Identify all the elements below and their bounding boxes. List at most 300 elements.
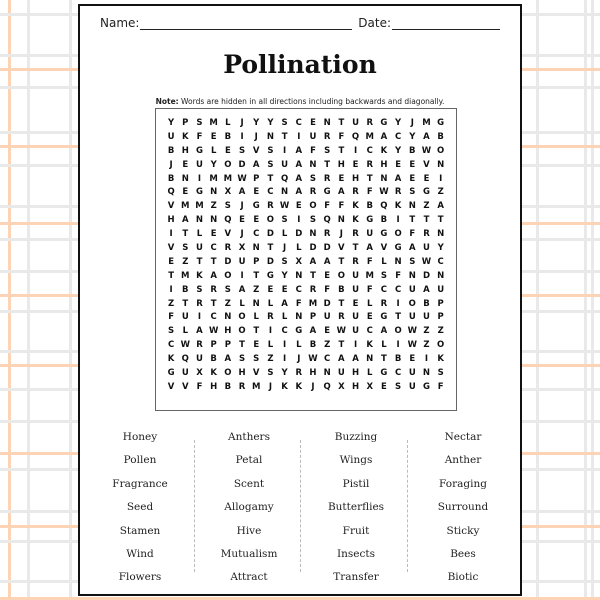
grid-letter[interactable]: I — [169, 284, 173, 295]
grid-letter[interactable]: L — [267, 298, 274, 309]
grid-letter[interactable]: K — [295, 381, 303, 392]
word-search-grid[interactable] — [164, 117, 448, 395]
grid-letter[interactable]: L — [253, 312, 259, 323]
grid-letter[interactable]: C — [324, 354, 331, 365]
grid-letter[interactable]: V — [338, 243, 345, 254]
grid-letter[interactable]: T — [437, 215, 444, 226]
grid-letter[interactable]: T — [267, 243, 274, 254]
grid-letter[interactable]: P — [182, 118, 189, 128]
grid-letter[interactable]: O — [224, 270, 232, 281]
grid-letter[interactable]: Q — [167, 187, 175, 198]
grid-letter[interactable]: O — [337, 270, 345, 281]
grid-letter[interactable]: L — [281, 229, 288, 240]
grid-letter[interactable]: L — [267, 340, 274, 351]
grid-letter[interactable]: C — [394, 368, 402, 379]
grid-letter[interactable]: O — [238, 312, 246, 323]
grid-letter[interactable]: N — [295, 270, 303, 281]
grid-letter[interactable]: N — [422, 368, 431, 379]
grid-letter[interactable]: S — [224, 201, 231, 212]
grid-letter[interactable]: T — [196, 256, 203, 267]
grid-letter[interactable]: I — [353, 145, 358, 156]
grid-letter[interactable]: A — [295, 159, 303, 170]
grid-letter[interactable]: L — [367, 298, 373, 309]
grid-letter[interactable]: N — [210, 187, 218, 198]
grid-letter[interactable]: B — [437, 131, 444, 142]
grid-letter[interactable]: R — [352, 187, 359, 198]
grid-letter[interactable]: S — [182, 243, 189, 254]
grid-letter[interactable]: E — [239, 215, 245, 226]
grid-letter[interactable]: C — [366, 326, 373, 337]
grid-letter[interactable]: S — [267, 145, 274, 156]
grid-letter[interactable]: S — [281, 256, 288, 267]
grid-letter[interactable]: W — [421, 256, 432, 267]
grid-letter[interactable]: J — [311, 381, 315, 392]
grid-letter[interactable]: Q — [280, 173, 289, 184]
grid-letter[interactable]: T — [253, 326, 260, 337]
grid-letter[interactable]: R — [323, 229, 331, 240]
grid-letter[interactable]: H — [380, 159, 388, 170]
grid-letter[interactable]: V — [167, 381, 175, 392]
grid-letter[interactable]: W — [208, 326, 219, 337]
grid-letter[interactable]: E — [210, 131, 217, 142]
grid-letter[interactable]: B — [394, 354, 402, 365]
grid-letter[interactable]: Y — [281, 270, 288, 281]
grid-letter[interactable]: E — [224, 145, 231, 156]
grid-letter[interactable]: U — [238, 256, 246, 267]
date-blank-line[interactable] — [392, 17, 500, 30]
grid-letter[interactable]: S — [380, 270, 387, 281]
grid-letter[interactable]: B — [409, 145, 416, 156]
grid-letter[interactable]: N — [394, 256, 402, 267]
grid-letter[interactable]: N — [252, 243, 260, 254]
grid-letter[interactable]: V — [224, 229, 232, 240]
grid-letter[interactable]: E — [409, 159, 416, 170]
grid-letter[interactable]: A — [366, 243, 374, 254]
grid-letter[interactable]: A — [323, 256, 331, 267]
grid-letter[interactable]: O — [224, 159, 232, 170]
grid-letter[interactable]: L — [296, 340, 302, 351]
grid-letter[interactable]: F — [437, 381, 444, 392]
grid-letter[interactable]: O — [394, 229, 402, 240]
grid-letter[interactable]: S — [267, 368, 274, 379]
grid-letter[interactable]: R — [309, 187, 317, 198]
grid-letter[interactable]: N — [281, 187, 289, 198]
grid-letter[interactable]: A — [238, 187, 246, 198]
grid-letter[interactable]: A — [380, 131, 388, 142]
grid-letter[interactable]: U — [323, 312, 331, 323]
grid-letter[interactable]: U — [408, 284, 416, 295]
grid-letter[interactable]: S — [168, 326, 175, 337]
grid-letter[interactable]: Y — [253, 118, 260, 128]
grid-letter[interactable]: M — [365, 270, 374, 281]
grid-letter[interactable]: U — [352, 284, 359, 295]
grid-letter[interactable]: J — [339, 229, 343, 240]
grid-letter[interactable]: F — [196, 381, 203, 392]
grid-letter[interactable]: X — [238, 243, 246, 254]
grid-letter[interactable]: E — [409, 354, 416, 365]
grid-letter[interactable]: Q — [323, 381, 331, 392]
grid-letter[interactable]: F — [295, 298, 302, 309]
grid-letter[interactable]: T — [324, 159, 331, 170]
grid-letter[interactable]: B — [423, 298, 430, 309]
grid-letter[interactable]: A — [423, 131, 430, 142]
grid-letter[interactable]: T — [352, 243, 359, 254]
grid-letter[interactable]: S — [281, 118, 288, 128]
grid-letter[interactable]: G — [380, 118, 388, 128]
grid-letter[interactable]: I — [240, 131, 244, 142]
grid-letter[interactable]: I — [424, 354, 429, 365]
grid-letter[interactable]: P — [437, 312, 444, 323]
grid-letter[interactable]: R — [323, 173, 331, 184]
grid-letter[interactable]: N — [224, 312, 232, 323]
grid-letter[interactable]: D — [309, 243, 317, 254]
grid-letter[interactable]: I — [283, 354, 287, 365]
grid-letter[interactable]: N — [323, 368, 331, 379]
grid-letter[interactable]: O — [437, 340, 445, 351]
grid-letter[interactable]: K — [437, 354, 444, 365]
grid-letter[interactable]: G — [422, 381, 430, 392]
grid-letter[interactable]: C — [167, 340, 175, 351]
grid-letter[interactable]: W — [180, 340, 190, 351]
grid-letter[interactable]: F — [196, 131, 203, 142]
grid-letter[interactable]: T — [239, 340, 245, 351]
grid-letter[interactable]: D — [323, 243, 331, 254]
grid-letter[interactable]: Z — [324, 340, 331, 351]
grid-letter[interactable]: I — [283, 145, 287, 156]
grid-letter[interactable]: D — [238, 159, 246, 170]
grid-letter[interactable]: D — [266, 256, 274, 267]
grid-letter[interactable]: T — [168, 270, 174, 281]
grid-letter[interactable]: N — [408, 201, 416, 212]
grid-letter[interactable]: Q — [224, 215, 232, 226]
grid-letter[interactable]: E — [324, 326, 331, 337]
grid-letter[interactable]: G — [323, 187, 331, 198]
grid-letter[interactable]: I — [396, 298, 400, 309]
grid-letter[interactable]: Z — [423, 326, 430, 337]
grid-letter[interactable]: W — [407, 326, 417, 337]
grid-letter[interactable]: H — [351, 173, 360, 184]
grid-letter[interactable]: A — [394, 173, 402, 184]
grid-letter[interactable]: Z — [423, 201, 430, 212]
grid-letter[interactable]: N — [295, 312, 303, 323]
grid-letter[interactable]: A — [224, 354, 232, 365]
grid-letter[interactable]: R — [423, 229, 430, 240]
grid-letter[interactable]: E — [210, 229, 217, 240]
grid-letter[interactable]: T — [381, 354, 387, 365]
grid-letter[interactable]: O — [238, 326, 246, 337]
grid-letter[interactable]: V — [252, 145, 260, 156]
grid-letter[interactable]: K — [181, 131, 189, 142]
grid-letter[interactable]: B — [182, 284, 189, 295]
grid-letter[interactable]: S — [409, 187, 416, 198]
grid-letter[interactable]: G — [167, 368, 175, 379]
grid-letter[interactable]: N — [309, 229, 317, 240]
grid-letter[interactable]: G — [366, 215, 374, 226]
grid-letter[interactable]: V — [167, 243, 175, 254]
grid-letter[interactable]: V — [252, 368, 260, 379]
grid-letter[interactable]: I — [197, 312, 202, 323]
grid-letter[interactable]: F — [168, 312, 174, 323]
grid-letter[interactable]: W — [308, 354, 318, 365]
grid-letter[interactable]: A — [437, 201, 444, 212]
grid-letter[interactable]: O — [408, 298, 416, 309]
grid-letter[interactable]: P — [253, 173, 260, 184]
grid-letter[interactable]: B — [167, 145, 175, 156]
grid-letter[interactable]: G — [380, 312, 388, 323]
grid-letter[interactable]: N — [210, 215, 218, 226]
grid-letter[interactable]: V — [167, 201, 175, 212]
grid-letter[interactable]: R — [352, 256, 359, 267]
grid-letter[interactable]: F — [338, 131, 345, 142]
grid-letter[interactable]: M — [422, 118, 431, 128]
grid-letter[interactable]: G — [437, 118, 445, 128]
grid-letter[interactable]: H — [210, 381, 218, 392]
grid-letter[interactable]: L — [281, 312, 288, 323]
grid-letter[interactable]: J — [240, 229, 244, 240]
grid-letter[interactable]: I — [283, 340, 287, 351]
grid-letter[interactable]: M — [223, 173, 233, 184]
grid-letter[interactable]: E — [253, 340, 260, 351]
grid-letter[interactable]: U — [196, 243, 203, 254]
grid-letter[interactable]: R — [366, 159, 373, 170]
grid-letter[interactable]: A — [309, 256, 317, 267]
grid-letter[interactable]: S — [253, 354, 260, 365]
grid-letter[interactable]: E — [182, 159, 189, 170]
grid-letter[interactable]: Y — [281, 368, 288, 379]
grid-letter[interactable]: Z — [182, 256, 189, 267]
grid-letter[interactable]: Q — [181, 354, 189, 365]
grid-letter[interactable]: N — [266, 131, 274, 142]
grid-letter[interactable]: P — [224, 340, 231, 351]
grid-letter[interactable]: U — [181, 312, 189, 323]
grid-letter[interactable]: A — [338, 187, 345, 198]
grid-letter[interactable]: G — [252, 201, 260, 212]
grid-letter[interactable]: S — [267, 159, 274, 170]
grid-letter[interactable]: U — [196, 159, 203, 170]
grid-letter[interactable]: Z — [267, 354, 274, 365]
grid-letter[interactable]: J — [410, 118, 414, 128]
grid-letter[interactable]: G — [394, 243, 402, 254]
grid-letter[interactable]: S — [196, 118, 203, 128]
grid-letter[interactable]: K — [281, 381, 288, 392]
grid-letter[interactable]: R — [323, 131, 331, 142]
grid-letter[interactable]: N — [437, 229, 445, 240]
grid-letter[interactable]: K — [167, 354, 175, 365]
grid-letter[interactable]: D — [295, 229, 303, 240]
grid-letter[interactable]: R — [210, 284, 217, 295]
grid-letter[interactable]: S — [196, 284, 203, 295]
grid-letter[interactable]: V — [423, 159, 430, 170]
grid-letter[interactable]: O — [437, 145, 445, 156]
grid-letter[interactable]: Z — [253, 284, 260, 295]
grid-letter[interactable]: U — [408, 381, 416, 392]
grid-letter[interactable]: A — [181, 215, 189, 226]
grid-letter[interactable]: I — [268, 326, 272, 337]
grid-letter[interactable]: M — [365, 131, 374, 142]
grid-letter[interactable]: J — [268, 381, 272, 392]
grid-letter[interactable]: B — [309, 340, 317, 351]
grid-letter[interactable]: L — [196, 229, 203, 240]
grid-letter[interactable]: O — [224, 368, 232, 379]
grid-letter[interactable]: L — [225, 118, 231, 128]
grid-letter[interactable]: R — [224, 243, 232, 254]
grid-letter[interactable]: E — [253, 215, 260, 226]
grid-letter[interactable]: K — [394, 201, 402, 212]
grid-letter[interactable]: A — [281, 298, 288, 309]
grid-letter[interactable]: C — [394, 131, 402, 142]
grid-letter[interactable]: Y — [168, 118, 175, 128]
grid-letter[interactable]: C — [437, 256, 444, 267]
grid-letter[interactable]: S — [238, 354, 246, 365]
grid-letter[interactable]: E — [281, 284, 288, 295]
grid-letter[interactable]: R — [196, 298, 203, 309]
grid-letter[interactable]: G — [295, 326, 303, 337]
grid-letter[interactable]: W — [279, 201, 290, 212]
grid-letter[interactable]: R — [295, 368, 303, 379]
grid-letter[interactable]: C — [253, 229, 260, 240]
grid-letter[interactable]: F — [310, 145, 316, 156]
grid-letter[interactable]: I — [297, 215, 301, 226]
grid-letter[interactable]: V — [181, 381, 189, 392]
grid-letter[interactable]: E — [366, 312, 373, 323]
grid-letter[interactable]: M — [209, 173, 218, 184]
grid-letter[interactable]: E — [338, 173, 345, 184]
grid-letter[interactable]: R — [267, 201, 274, 212]
grid-letter[interactable]: H — [238, 368, 246, 379]
grid-letter[interactable]: P — [437, 298, 444, 309]
grid-letter[interactable]: H — [351, 381, 360, 392]
grid-letter[interactable]: O — [266, 215, 275, 226]
grid-letter[interactable]: E — [381, 381, 387, 392]
grid-letter[interactable]: W — [421, 145, 432, 156]
grid-letter[interactable]: C — [366, 145, 373, 156]
grid-letter[interactable]: C — [210, 243, 217, 254]
grid-letter[interactable]: T — [366, 173, 373, 184]
grid-letter[interactable]: U — [408, 312, 416, 323]
grid-letter[interactable]: T — [423, 215, 430, 226]
grid-letter[interactable]: I — [439, 173, 443, 184]
grid-letter[interactable]: F — [366, 284, 373, 295]
grid-letter[interactable]: Y — [409, 131, 416, 142]
grid-letter[interactable]: K — [352, 215, 359, 226]
grid-letter[interactable]: A — [252, 159, 260, 170]
grid-letter[interactable]: H — [181, 145, 189, 156]
grid-letter[interactable]: N — [323, 118, 331, 128]
grid-letter[interactable]: B — [224, 381, 232, 392]
grid-letter[interactable]: W — [237, 173, 247, 184]
grid-letter[interactable]: G — [266, 270, 274, 281]
grid-letter[interactable]: B — [366, 201, 373, 212]
grid-letter[interactable]: M — [308, 298, 318, 309]
grid-letter[interactable]: S — [324, 145, 331, 156]
grid-letter[interactable]: U — [408, 368, 416, 379]
grid-letter[interactable]: T — [310, 270, 316, 281]
grid-letter[interactable]: K — [196, 270, 203, 281]
grid-letter[interactable]: D — [224, 256, 232, 267]
grid-letter[interactable]: S — [309, 215, 317, 226]
grid-letter[interactable]: J — [297, 354, 301, 365]
grid-letter[interactable]: T — [253, 270, 260, 281]
grid-letter[interactable]: C — [380, 284, 388, 295]
grid-letter[interactable]: G — [422, 187, 430, 198]
grid-letter[interactable]: Y — [210, 159, 217, 170]
grid-letter[interactable]: I — [353, 340, 358, 351]
grid-letter[interactable]: W — [407, 340, 417, 351]
grid-letter[interactable]: Z — [437, 187, 444, 198]
grid-letter[interactable]: E — [352, 159, 359, 170]
grid-letter[interactable]: O — [309, 201, 317, 212]
grid-letter[interactable]: R — [267, 312, 274, 323]
grid-letter[interactable]: Y — [395, 118, 402, 128]
grid-letter[interactable]: P — [309, 312, 317, 323]
grid-letter[interactable]: R — [366, 118, 373, 128]
grid-letter[interactable]: A — [423, 284, 430, 295]
grid-letter[interactable]: H — [309, 368, 317, 379]
grid-letter[interactable]: R — [394, 187, 402, 198]
grid-letter[interactable]: F — [324, 284, 331, 295]
grid-letter[interactable]: S — [395, 381, 402, 392]
grid-letter[interactable]: U — [337, 368, 345, 379]
grid-letter[interactable]: B — [338, 284, 345, 295]
grid-letter[interactable]: U — [352, 118, 359, 128]
grid-letter[interactable]: N — [252, 298, 260, 309]
grid-letter[interactable]: E — [310, 118, 316, 128]
grid-letter[interactable]: N — [337, 215, 345, 226]
grid-letter[interactable]: R — [352, 229, 359, 240]
grid-letter[interactable]: S — [224, 284, 231, 295]
grid-letter[interactable]: C — [295, 118, 302, 128]
grid-letter[interactable]: B — [210, 354, 217, 365]
grid-letter[interactable]: T — [338, 340, 345, 351]
grid-letter[interactable]: F — [409, 229, 416, 240]
grid-letter[interactable]: Z — [224, 298, 231, 309]
grid-letter[interactable]: N — [195, 215, 204, 226]
grid-letter[interactable]: F — [366, 187, 373, 198]
grid-letter[interactable]: Z — [437, 326, 444, 337]
grid-letter[interactable]: E — [295, 201, 302, 212]
grid-letter[interactable]: L — [210, 145, 217, 156]
grid-letter[interactable]: L — [182, 326, 188, 337]
grid-letter[interactable]: R — [196, 340, 203, 351]
grid-letter[interactable]: H — [337, 159, 345, 170]
grid-letter[interactable]: C — [210, 312, 217, 323]
grid-letter[interactable]: W — [336, 326, 347, 337]
grid-letter[interactable]: Y — [267, 118, 274, 128]
grid-letter[interactable]: I — [297, 131, 301, 142]
grid-letter[interactable]: M — [181, 270, 190, 281]
grid-letter[interactable]: G — [195, 187, 203, 198]
grid-letter[interactable]: P — [253, 256, 260, 267]
grid-letter[interactable]: U — [196, 354, 203, 365]
grid-letter[interactable]: T — [210, 256, 217, 267]
grid-letter[interactable]: U — [423, 243, 430, 254]
grid-letter[interactable]: T — [338, 298, 345, 309]
grid-letter[interactable]: N — [181, 173, 189, 184]
grid-letter[interactable]: X — [366, 381, 373, 392]
grid-letter[interactable]: T — [281, 131, 288, 142]
grid-letter[interactable]: H — [351, 368, 360, 379]
name-field[interactable] — [100, 16, 352, 30]
grid-letter[interactable]: N — [437, 270, 445, 281]
grid-letter[interactable]: A — [352, 354, 359, 365]
grid-letter[interactable]: U — [352, 326, 359, 337]
grid-letter[interactable]: E — [352, 298, 359, 309]
grid-letter[interactable]: D — [323, 298, 331, 309]
grid-letter[interactable]: D — [422, 270, 430, 281]
grid-letter[interactable]: U — [352, 270, 359, 281]
grid-letter[interactable]: V — [380, 243, 388, 254]
grid-letter[interactable]: Y — [395, 145, 402, 156]
